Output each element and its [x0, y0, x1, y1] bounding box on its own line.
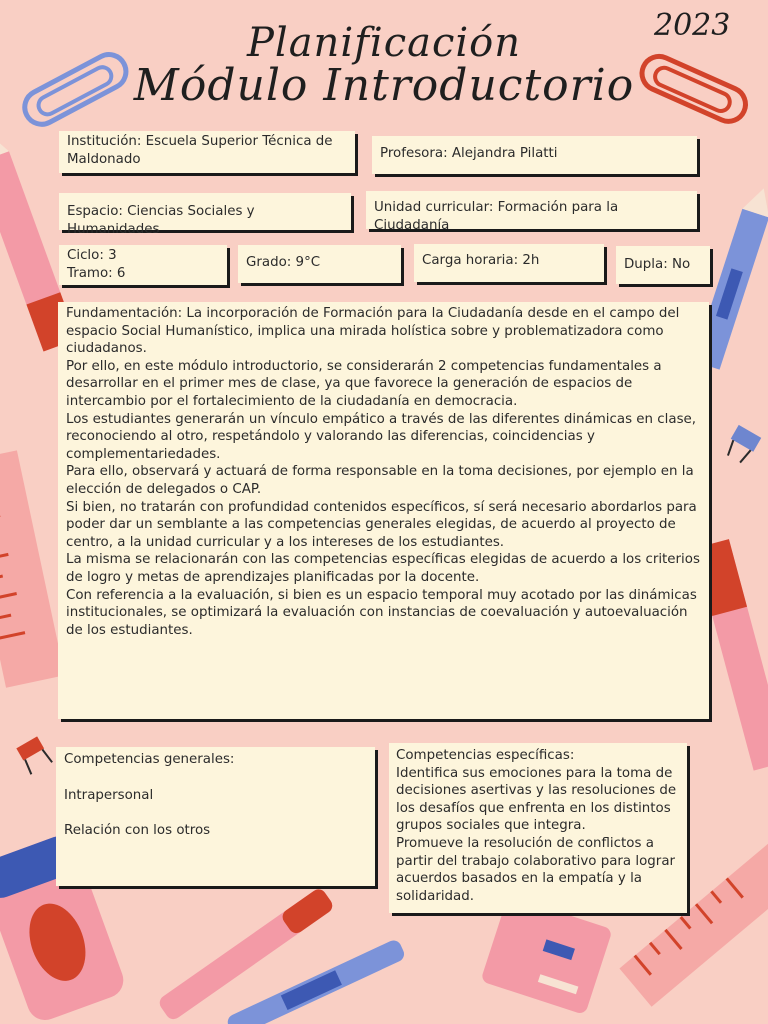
- competencias-especificas-heading: Competencias específicas:: [396, 748, 575, 763]
- espacio-text: Espacio: Ciencias Sociales y Humanidades: [67, 204, 255, 237]
- competencias-especificas-card: [389, 743, 687, 913]
- fundamentacion-paragraph: Los estudiantes generarán un vínculo empático a través de las diferentes dinámicas en clase, reconociendo al otro, respetándolo y valorando las diferencias, coincidencias y complementariedades.: [66, 411, 697, 462]
- grado-text: Grado: 9°C: [246, 255, 321, 270]
- unidad-card: [366, 191, 697, 233]
- fundamentacion-paragraph: Para ello, observará y actuará de forma responsable en la toma decisiones, por ejemplo en la elección de delegados o CAP.: [66, 464, 694, 497]
- competencia-general-item: Intrapersonal: [64, 787, 154, 803]
- notebook-icon: [480, 895, 612, 1015]
- unidad-text: Unidad curricular: Formación para la Ciudadanía: [374, 200, 619, 233]
- competencia-general-item: Relación con los otros: [64, 823, 211, 839]
- page-title-line1: Planificación: [247, 20, 521, 66]
- profesora-text: Profesora: Alejandra Pilatti: [380, 146, 558, 161]
- institucion-card: [59, 131, 355, 173]
- dupla-card: [616, 246, 710, 284]
- institucion-text: Institución: Escuela Superior Técnica de Maldonado: [67, 134, 333, 167]
- competencia-especifica-paragraph: Promueve la resolución de conflictos a partir del trabajo colaborativo para lograr acuerdos basados en la empatía y la solidaridad.: [396, 835, 676, 904]
- red-ruler-icon: [0, 450, 65, 687]
- carga-horaria-card: [414, 244, 604, 282]
- competencia-especifica-paragraph: Identifica sus emociones para la toma de decisiones asertivas y las resoluciones de los desafíos que enfrenta en los distintos grupos sociales que integra.: [396, 765, 677, 834]
- year-label: 2023: [654, 8, 731, 43]
- grado-card: [238, 245, 401, 283]
- ciclo-tramo-text: Ciclo: 3 Tramo: 6: [67, 248, 126, 281]
- binder-clip-small-icon: [16, 736, 52, 774]
- fundamentacion-paragraph: Por ello, en este módulo introductorio, se considerarán 2 competencias fundamentales a desarrollar en el primer mes de clase, ya que favorece la generación de espacios de intercambio por el fortalecimiento de la ciudadanía en democracia.: [66, 358, 662, 409]
- fundamentacion-paragraph: La misma se relacionarán con las competencias específicas elegidas de acuerdo a los criterios de logro y metas de aprendizajes planificadas por la docente.: [66, 552, 700, 585]
- competencias-generales-heading: Competencias generales:: [64, 752, 235, 767]
- dupla-text: Dupla: No: [624, 257, 691, 272]
- fundamentacion-card: [58, 302, 709, 719]
- ciclo-tramo-card: [59, 245, 227, 285]
- fundamentacion-paragraph: Con referencia a la evaluación, si bien es un espacio temporal muy acotado por las dinámicas institucionales, se optimizará la evaluación con instancias de coevaluación y autoevaluación de los estudiantes.: [66, 587, 697, 638]
- fundamentacion-paragraph: Si bien, no tratarán con profundidad contenidos específicos, sí será necesario abordarlos para poder dar un semblante a las competencias generales elegidas, de acuerdo al proyecto de centro, a la unidad curricular y a los intereses de los estudiantes.: [66, 499, 697, 550]
- fundamentacion-paragraph: Fundamentación: La incorporación de Formación para la Ciudadanía desde en el campo del espacio Social Humanístico, implica una mirada holística sobre y problematizadora como ciudadanos.: [66, 306, 680, 357]
- competencias-generales-card: [56, 747, 375, 886]
- espacio-card: [59, 193, 351, 237]
- profesora-card: [372, 136, 697, 174]
- carga-horaria-text: Carga horaria: 2h: [422, 253, 540, 268]
- binder-clip-icon: [723, 425, 762, 466]
- page-title-line2: Módulo Introductorio: [133, 60, 635, 111]
